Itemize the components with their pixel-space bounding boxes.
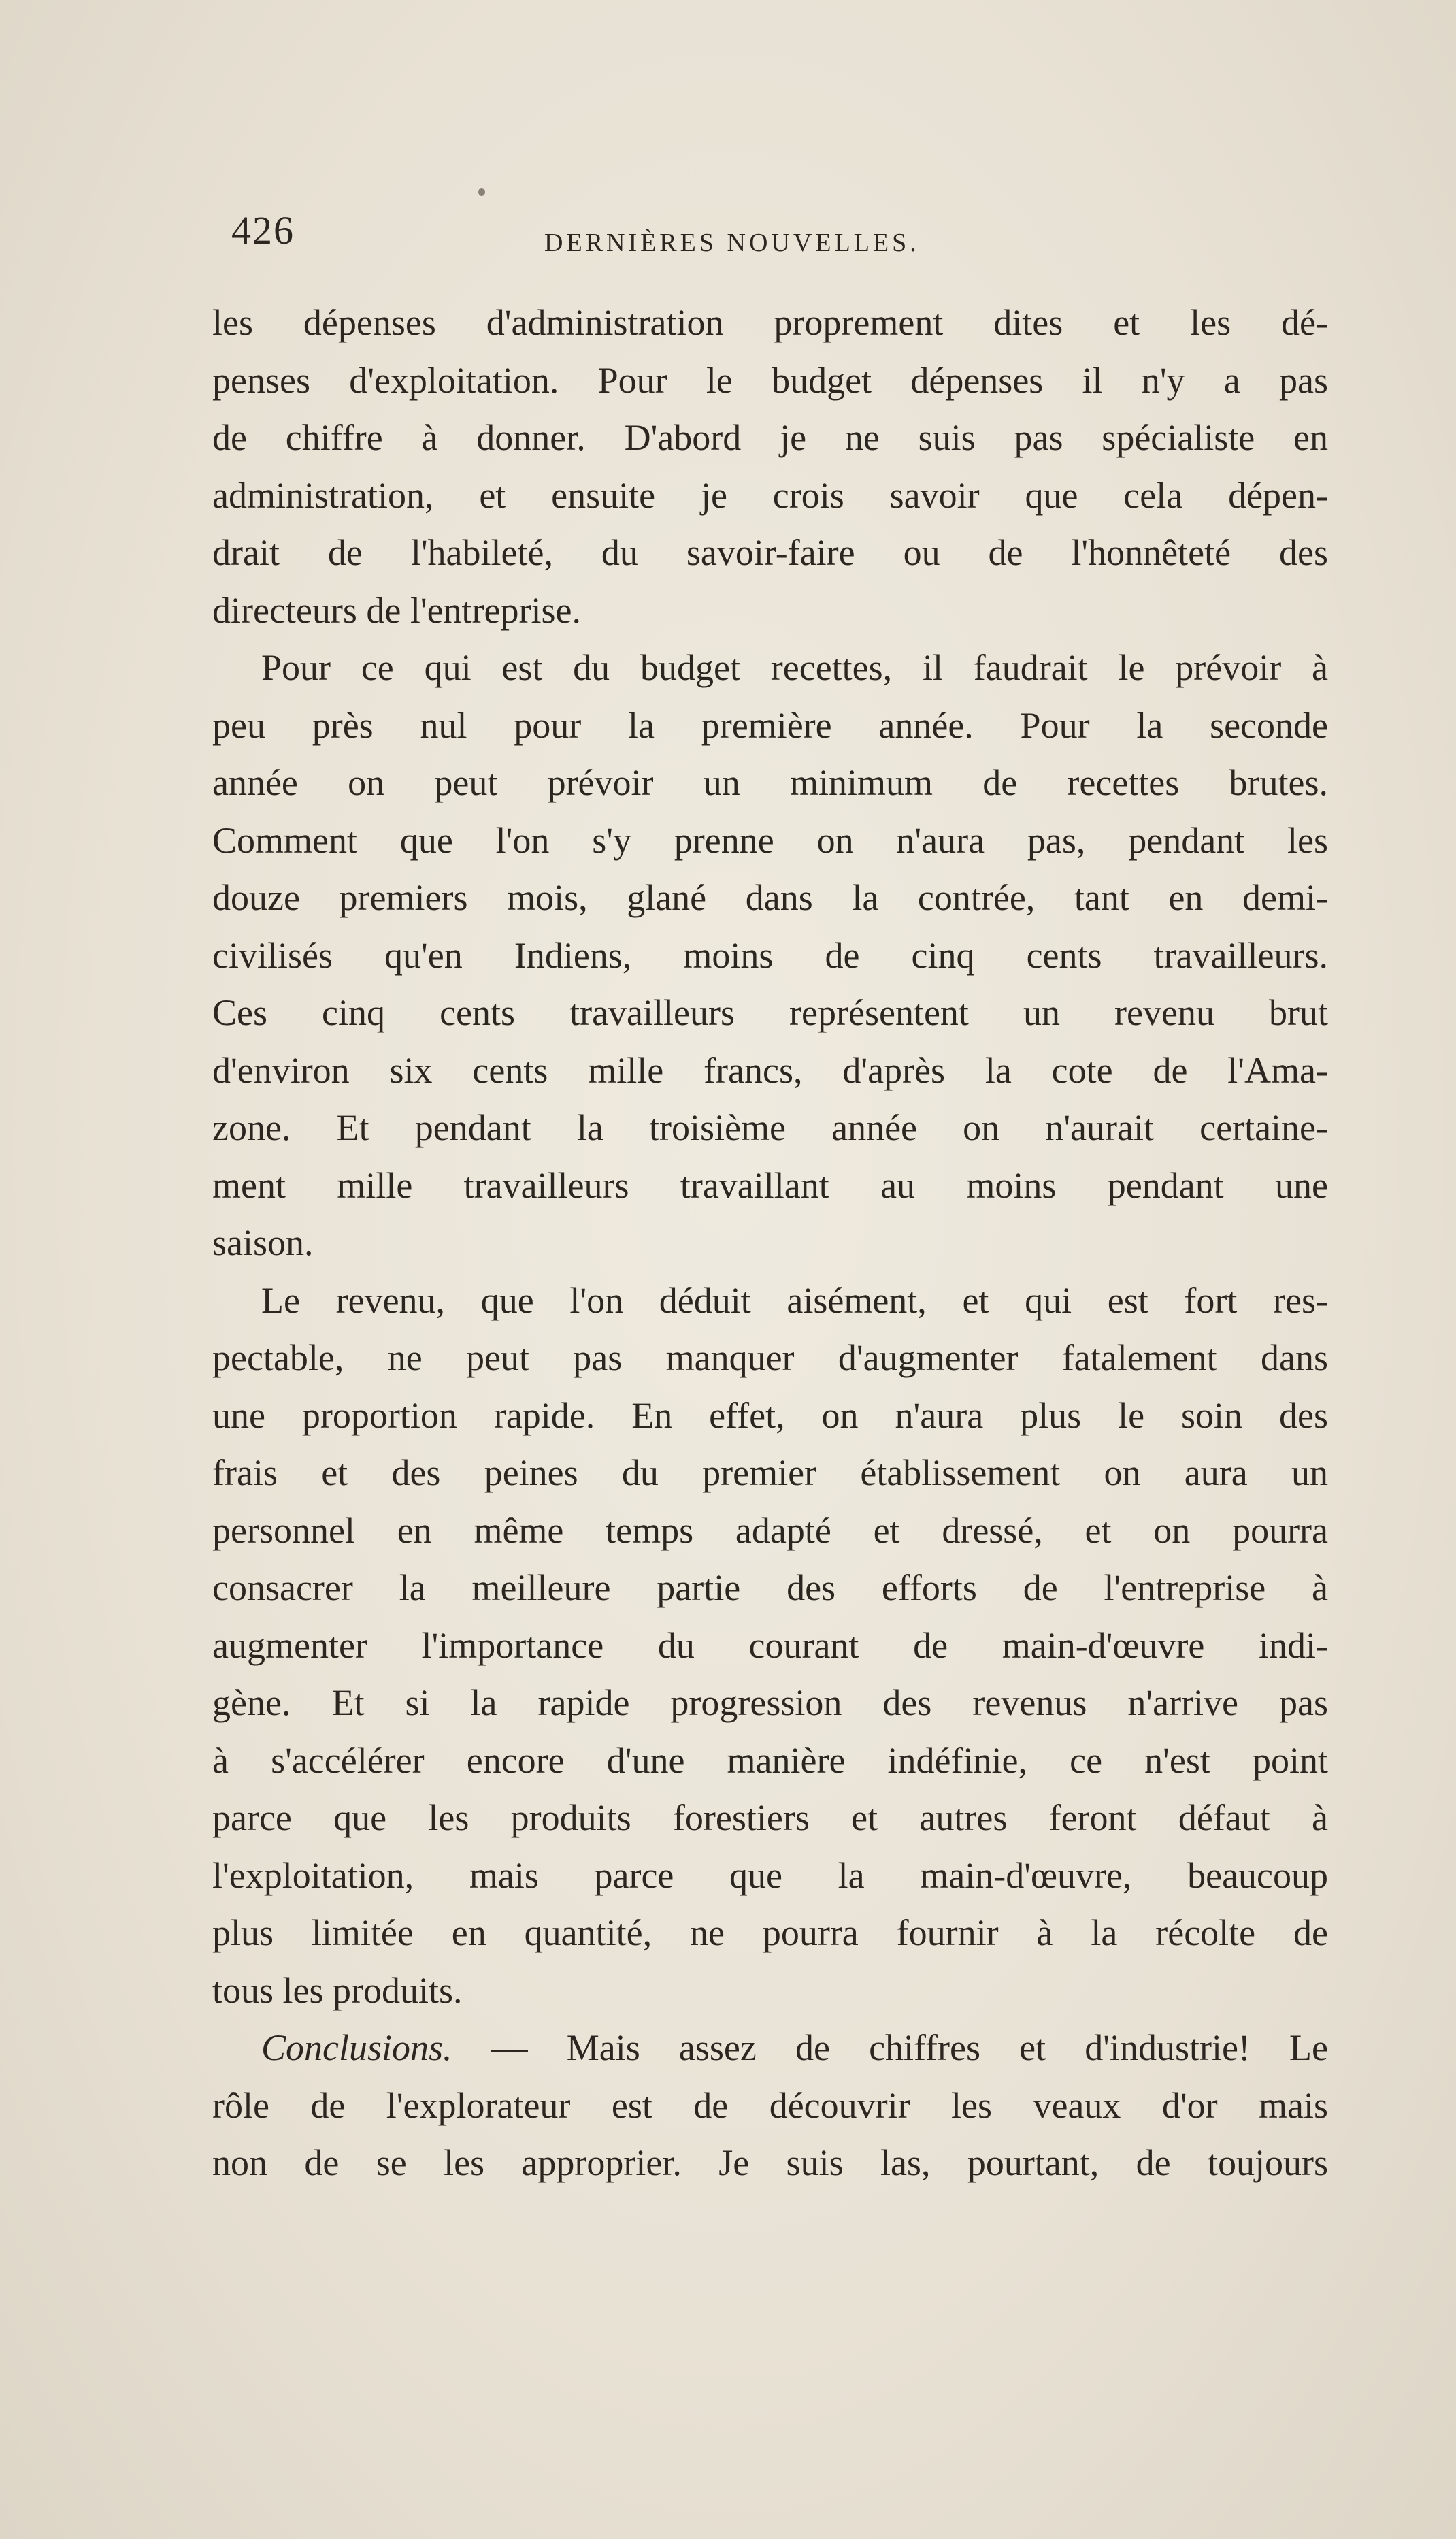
text-line: saison. <box>212 1222 314 1263</box>
text-line: plus limitée en quantité, ne pourra fournir à la récolte de <box>212 1912 1328 1953</box>
text-line: année on peut prévoir un minimum de recettes brutes. <box>212 762 1328 803</box>
text-line: civilisés qu'en Indiens, moins de cinq cents travailleurs. <box>212 934 1328 976</box>
text-line: directeurs de l'entreprise. <box>212 589 581 631</box>
text-line: Comment que l'on s'y prenne on n'aura pas, pendant les <box>212 819 1328 861</box>
text-line: de chiffre à donner. D'abord je ne suis pas spécialiste en <box>212 417 1328 458</box>
section-lead-italic: Conclusions. <box>261 2027 452 2068</box>
text-line: personnel en même temps adapté et dressé, et on pourra <box>212 1509 1328 1551</box>
text-line: douze premiers mois, glané dans la contrée, tant en demi- <box>212 877 1328 918</box>
text-line: pectable, ne peut pas manquer d'augmenter fatalement dans <box>212 1337 1328 1378</box>
text-line: d'environ six cents mille francs, d'après la cote de l'Ama- <box>212 1049 1328 1091</box>
running-title: DERNIÈRES NOUVELLES. <box>544 229 920 257</box>
text-line: une proportion rapide. En effet, on n'aura plus le soin des <box>212 1394 1328 1436</box>
text-line: à s'accélérer encore d'une manière indéfinie, ce n'est point <box>212 1739 1328 1781</box>
text-line: drait de l'habileté, du savoir-faire ou de l'honnêteté des <box>212 532 1328 573</box>
page-number: 426 <box>231 208 295 252</box>
text-line: Le revenu, que l'on déduit aisément, et qui est fort res- <box>261 1279 1328 1321</box>
text-line: zone. Et pendant la troisième année on n'aurait certaine- <box>212 1107 1328 1148</box>
text-line: frais et des peines du premier établissement on aura un <box>212 1452 1328 1493</box>
text-line: Ces cinq cents travailleurs représentent un revenu brut <box>212 992 1328 1033</box>
text-line: penses d'exploitation. Pour le budget dépenses il n'y a pas <box>212 359 1328 401</box>
text-line: tous les produits. <box>212 1969 463 2011</box>
text-line: l'exploitation, mais parce que la main-d'œuvre, beaucoup <box>212 1854 1328 1896</box>
text-line: parce que les produits forestiers et autres feront défaut à <box>212 1797 1328 1838</box>
text-line: peu près nul pour la première année. Pour la seconde <box>212 704 1328 746</box>
ink-speck <box>478 188 485 196</box>
text-line: gène. Et si la rapide progression des revenus n'arrive pas <box>212 1682 1328 1723</box>
text-line: consacrer la meilleure partie des efforts de l'entreprise à <box>212 1567 1328 1608</box>
text-line <box>212 2019 1328 2077</box>
page-header <box>218 208 1334 262</box>
text-line-rest: — Mais assez de chiffres et d'industrie! Le <box>452 2027 1328 2068</box>
text-line: Pour ce qui est du budget recettes, il faudrait le prévoir à <box>261 647 1328 688</box>
body-text <box>212 294 1328 2192</box>
text-line: les dépenses d'administration proprement dites et les dé- <box>212 302 1328 343</box>
text-line: administration, et ensuite je crois savoir que cela dépen- <box>212 474 1328 516</box>
text-line: augmenter l'importance du courant de main-d'œuvre indi- <box>212 1624 1328 1666</box>
text-line: rôle de l'explorateur est de découvrir les veaux d'or mais <box>212 2084 1328 2126</box>
text-line: ment mille travailleurs travaillant au moins pendant une <box>212 1164 1328 1206</box>
text-line: non de se les approprier. Je suis las, pourtant, de toujours <box>212 2142 1328 2183</box>
